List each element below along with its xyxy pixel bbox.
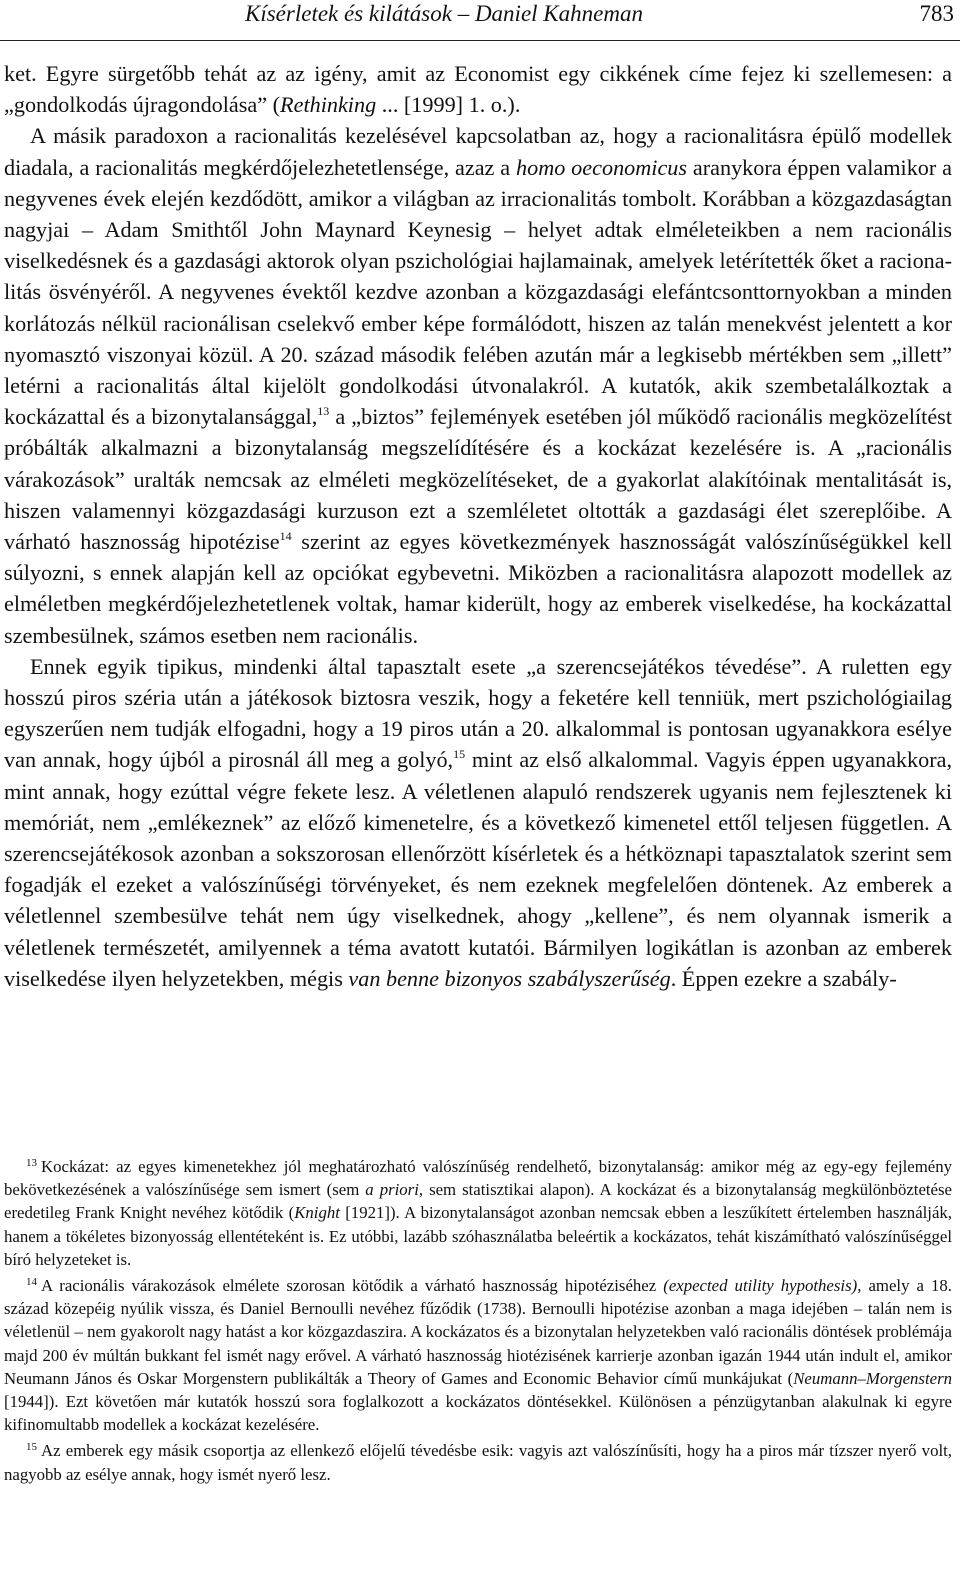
p2-italic-homo-oeconomicus: homo oeconomicus	[516, 154, 688, 180]
p1-text-3: ... [1999] 1. o.).	[376, 92, 521, 118]
footnote-14	[4, 1271, 952, 1436]
paragraph-1	[4, 58, 952, 120]
p2-text-1: A másik paradoxon a racionalitás kezelésével kapcsolatban az, hogy a racionalitásra épülő modellek diadala, a racionalitás megkérdőjelezhetetlensége, azaz a	[4, 123, 952, 180]
running-header	[0, 0, 960, 41]
p3-text-2: mint az első alkalommal. Vagyis éppen ugyanakkora, mint annak, hogy ezúttal végre fekete lesz. A véletlenen alapuló rendszerek ugyanis nem fejlesztenek ki memóriát, nem „emlékeznek” az előző kimenetelre, és a következő kimenetel ettől teljesen független. A szerencsejátékosok azonban a sokszorosan ellenőrzött kísérletek és a hétköznapi tapasztalatok szerint sem fogadják el ezeket a valószínűségi törvényeket, és nem ezeknek megfelelően döntenek. Az emberek a véletlennel szembesülve tehát nem úgy viselkednek, ahogy „kellene”, és nem olyannak ismerik a véletlenek természetét, amilyennek a téma avatott kutatói. Bármilyen logikátlan is azonban az emberek viselkedése ilyen helyzetekben, mégis	[4, 747, 953, 991]
fn14-italic-neumann-morgenstern: Neumann–Morgenstern	[793, 1368, 952, 1388]
footnote-15-number: 15	[26, 1441, 37, 1454]
footnote-14-number: 14	[26, 1276, 37, 1289]
fn14-text-5: [1944]). Ezt követően már kutatók hosszú sora foglalkozott a kockázatos döntésekkel. Különösen a pénzügytanban alakulnak ki egyre kifinomultabb modellek a kockázat kezelésére.	[4, 1392, 952, 1435]
fn14-text-3: amely a 18. század közepéig nyúlik vissza, és Daniel Bernoulli nevéhez fűződik (1738). Bernoulli hipotézise azonban a maga idejében – talán nem is véletlenül – nem gyakorolt nagy hatást a kor közgazdaszira. A kockázatos és a bizonytalan helyzetekben való racionális döntések problémája majd 200 év múltán bukkant fel ismét nagy erővel. A várható hasznosság hiotézisének karrierje azonban igazán 1944 után indult el, amikor Neumann János és Oskar Morgenstern publikálták a Theory of Games and Economic Behavior című munkájukat (	[4, 1276, 952, 1388]
footnotes	[4, 1152, 952, 1486]
footnote-ref-15[interactable]: 15	[453, 747, 466, 762]
footnote-13	[4, 1152, 952, 1271]
paragraph-2	[4, 120, 952, 650]
body-text	[4, 58, 952, 994]
footnote-ref-13[interactable]: 13	[317, 404, 330, 419]
p3-text-4: . Éppen ezekre a szabály-	[670, 965, 897, 991]
p1-italic-rethinking: Rethinking	[280, 92, 377, 118]
fn14-text-1: A racionális várakozások elmélete szorosan kötődik a várható hasznosság hipotéziséhez	[41, 1276, 664, 1296]
paragraph-3	[4, 651, 952, 994]
p3-text-1: Ennek egyik tipikus, mindenki által tapasztalt esete „a szerencsejátékos tévedése”. A ruletten egy hosszú piros széria után a játékosok biztosra veszik, hogy a feketére kell tenniük, mert pszichológiailag egyszerűen nem tudják elfogadni, hogy a 19 piros után a 20. alkalommal is pontosan ugyanakkora esélye van annak, hogy újból a pirosnál áll meg a golyó,	[4, 653, 952, 773]
fn13-text-5: [1921]). A bizonytalanságot azonban nemcsak ebben a leszűkített értelemben használják, hanem a tökéletes bizonyosság ellentéteként is. Ez utóbbi, lazább szóhasználatba beleértik a kockázatos, tehát kiszámítható valószínűséggel bíró helyzeteket is.	[4, 1203, 952, 1269]
fn13-text-1: Kockázat: az egyes kimenetekhez jól meghatározható valószínűség rendelhető, bizonytalanság: amikor még az egy-egy fejlemény bekövetkezésének a valószínűsége sem ismert (sem	[4, 1157, 952, 1200]
page-number: 783	[919, 1, 954, 26]
footnote-15	[4, 1436, 952, 1485]
fn14-italic-expected-utility: (expected utility hypothesis),	[663, 1276, 862, 1296]
fn13-text-3: sem statisztikai alapon). A kockázat és a bizonytalanság megkülönböztetése eredetileg Frank Knight nevéhez kötődik (	[4, 1180, 952, 1223]
p2-text-4: a „biztos” fejlemények esetében jól működő racionális megközelítést próbálták alkalmazni a bizonytalanság megszelídítésére és a kockázat kezelésére is. A „racionális várakozások” uralták nemcsak az elméleti megközelítéseket, de a gyakorlat alakítóinak mentalitását is, hiszen valamennyi közgazdasági kurzuson ezt a szemléletet oltották a gazdasági élet szereplőibe. A várható hasznosság hipotézise	[4, 404, 952, 555]
p3-italic-phrase: van benne bizonyos szabályszerűség	[348, 965, 671, 991]
footnote-ref-14[interactable]: 14	[279, 529, 292, 544]
running-title: Kísérletek és kilátások – Daniel Kahneman	[245, 1, 643, 26]
p2-text-3: aranykora éppen valamikor a negyvenes évek elején kezdődött, amikor a világban az irracionalitás tombolt. Korábban a közgazdaságtan nagyjai – Adam Smithtől John Maynard Keynesig – helyet adtak elméleteikben a nem racionális viselkedésnek és a gazdasági aktorok olyan pszichológiai hajlamainak, amelyek letérítették őket a racionalitás ösvényéről. A negyvenes évektől kezdve azonban a közgazdasági elefántcsonttornyokban a minden korlátozás nélkül racionálisan cselekvő ember képe formálódott, hiszen az talán menekvést jelentett a kor nyomasztó viszonyai közül. A 20. század második felében azután már a legkisebb mértékben sem „illett” letérni a racionalitás által kijelölt gondolkodási útvonalakról. A kutatók, akik szembetalálkoztak a kockázattal és a bizonytalansággal,	[4, 154, 952, 430]
p2-text-5: szerint az egyes következmények hasznosságát valószínűségükkel kell súlyozni, s ennek alapján kell az opciókat egybevetni. Miközben a racionalitásra alapozott modellek az elméletben megkérdőjelezhetetlenek voltak, hamar kiderült, hogy az emberek viselkedése, ha kockázattal szembesülnek, számos esetben nem racionális.	[4, 529, 952, 648]
p1-text-1: ket. Egyre sürgetőbb tehát az az igény, amit az Economist egy cikkének címe fejez ki szellemesen: a „gondolkodás újragondolása” (	[4, 61, 952, 118]
fn15-text-1: Az emberek egy másik csoportja az ellenkező előjelű tévedésbe esik: vagyis azt valószínűsíti, hogy ha a piros már tízszer nyerő volt, nagyobb az esélye annak, hogy ismét nyerő lesz.	[4, 1441, 952, 1484]
footnote-13-number: 13	[26, 1157, 37, 1169]
fn13-italic-knight: Knight	[294, 1203, 340, 1223]
fn13-italic-a-priori: a priori,	[365, 1180, 424, 1200]
